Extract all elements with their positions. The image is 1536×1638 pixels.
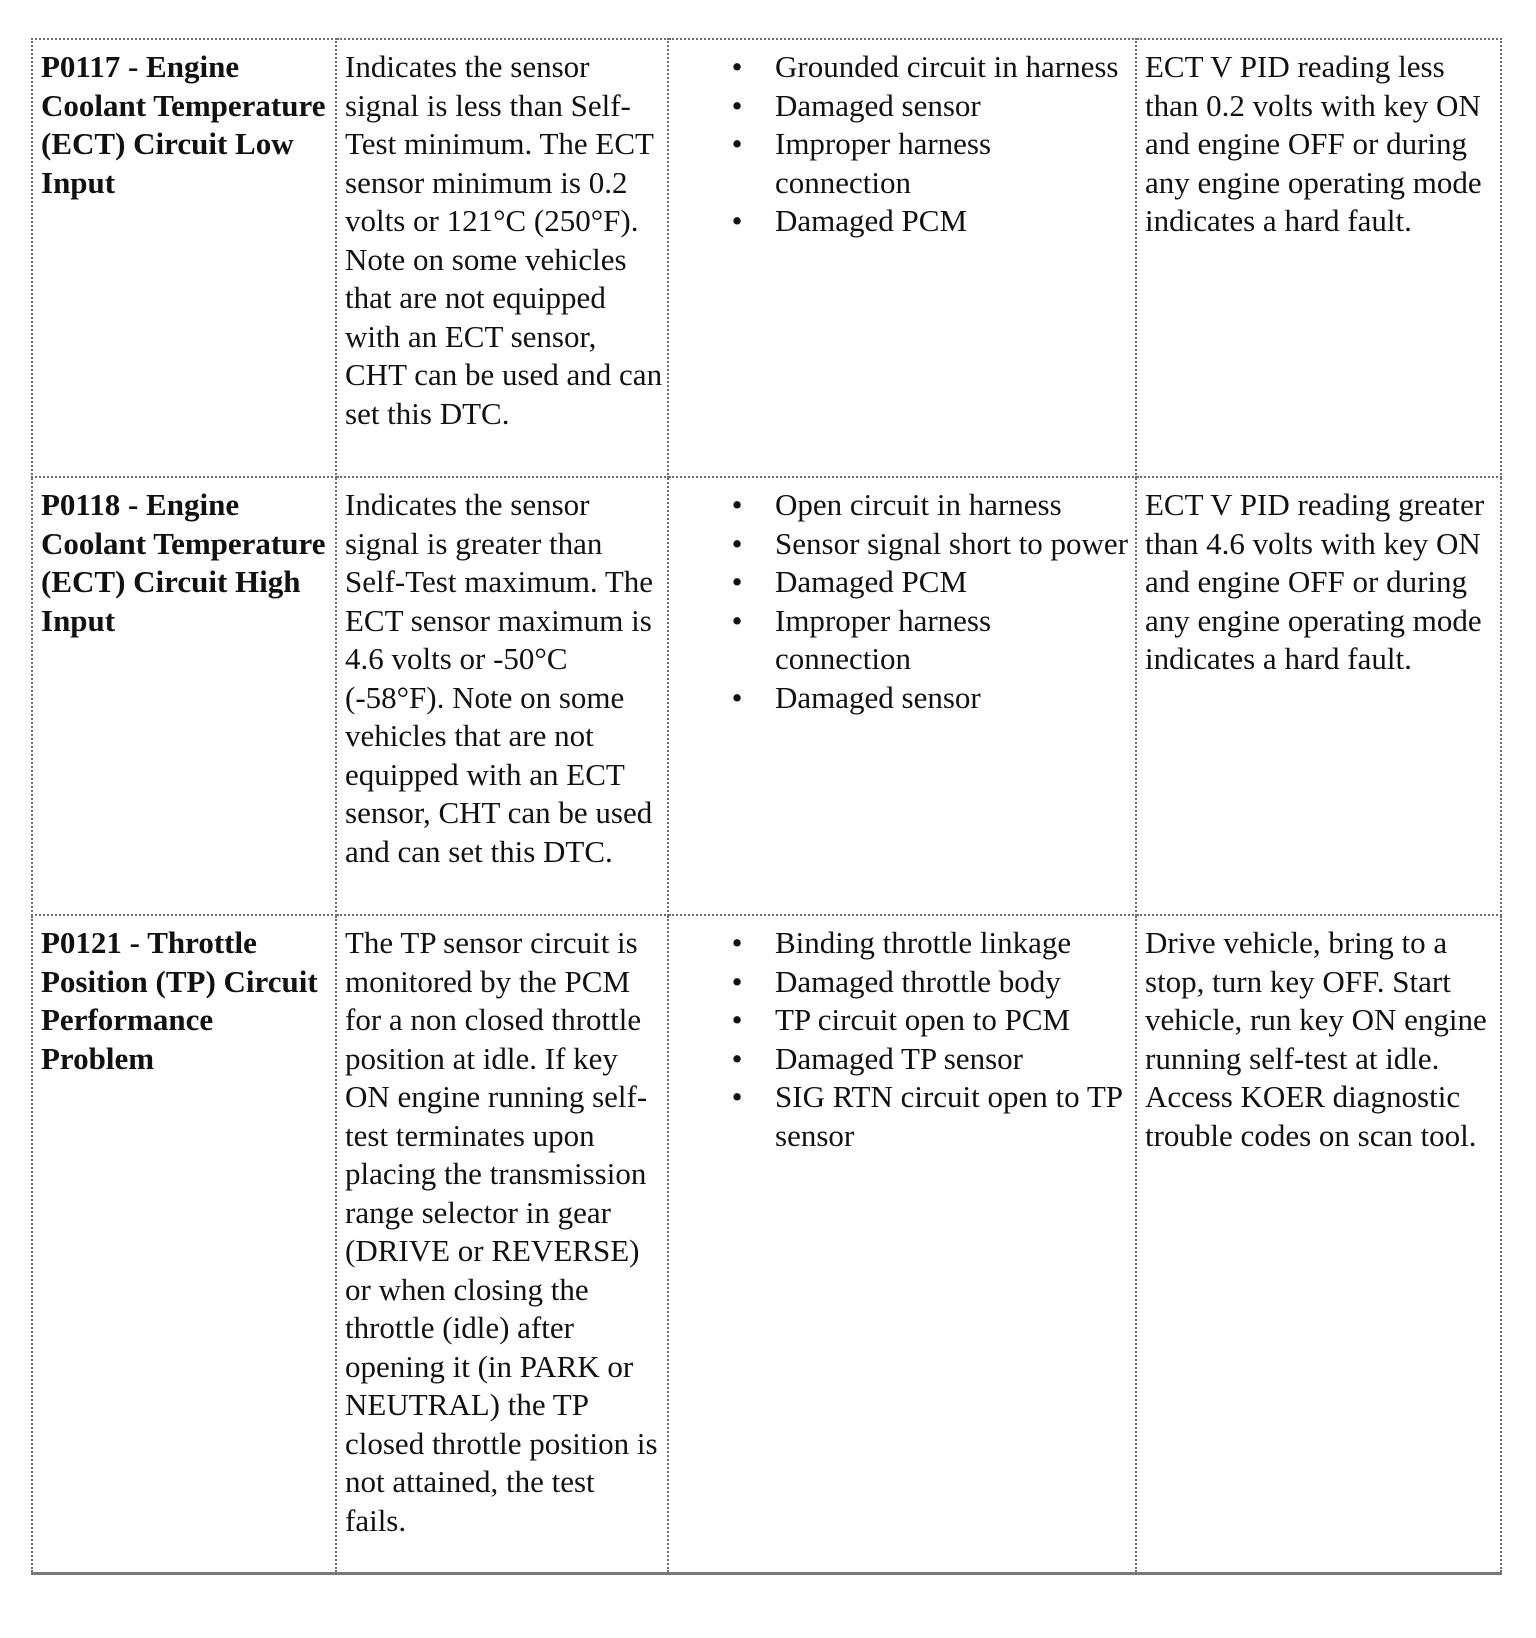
bullet-icon: • [731, 1079, 743, 1114]
dtc-code-cell: P0118 - Engine Coolant Temperature (ECT) Circuit High Input [32, 477, 336, 915]
cause-text: Damaged PCM [775, 564, 968, 599]
bullet-icon: • [731, 1040, 743, 1076]
bullet-icon: • [731, 925, 743, 960]
cause-text: Damaged sensor [775, 87, 981, 123]
cause-text: Grounded circuit in harness [775, 49, 1119, 84]
list-item [677, 1001, 1131, 1040]
bullet-icon: • [731, 564, 743, 599]
cause-text: SIG RTN circuit open to TP sensor [775, 1079, 1122, 1153]
list-item [677, 525, 1131, 564]
cause-text: Damaged sensor [775, 679, 981, 715]
dtc-code-cell: P0117 - Engine Coolant Temperature (ECT) Circuit Low Input [32, 39, 336, 477]
table-row [32, 39, 1501, 477]
possible-causes-cell [668, 477, 1136, 915]
list-item [677, 1040, 1131, 1079]
cause-text: Improper harness connection [775, 602, 992, 676]
cause-text: TP circuit open to PCM [775, 1002, 1071, 1037]
cause-text: Open circuit in harness [775, 487, 1062, 522]
bullet-icon: • [731, 126, 743, 161]
cause-text: Damaged throttle body [775, 963, 1061, 999]
cause-text: Improper harness connection [775, 126, 992, 200]
list-item [677, 924, 1131, 963]
bullet-icon: • [731, 963, 743, 999]
dtc-table [31, 38, 1502, 1575]
cause-text: Damaged PCM [775, 203, 968, 238]
bullet-icon: • [731, 602, 743, 638]
diagnostic-aid-cell: ECT V PID reading greater than 4.6 volts with key ON and engine OFF or during any engine operating mode indicates a hard fault. [1136, 477, 1501, 915]
causes-list [677, 924, 1131, 1155]
possible-causes-cell [668, 915, 1136, 1574]
bullet-icon: • [731, 487, 743, 522]
list-item [677, 563, 1131, 602]
list-item [677, 679, 1131, 718]
list-item [677, 87, 1131, 126]
description-cell: The TP sensor circuit is monitored by the PCM for a non closed throttle position at idle. If key ON engine running self-test terminates upon placing the transmission range selector in gear (DRIVE or REVERSE) or when closing the throttle (idle) after opening it (in PARK or NEUTRAL) the TP closed throttle position is not attained, the test fails. [336, 915, 668, 1574]
causes-list [677, 486, 1131, 717]
diagnostic-aid-cell: ECT V PID reading less than 0.2 volts with key ON and engine OFF or during any engine operating mode indicates a hard fault. [1136, 39, 1501, 477]
list-item [677, 486, 1131, 525]
dtc-code-cell: P0121 - Throttle Position (TP) Circuit Performance Problem [32, 915, 336, 1574]
description-cell: Indicates the sensor signal is greater than Self-Test maximum. The ECT sensor maximum is 4.6 volts or -50°C (-58°F). Note on some vehicles that are not equipped with an ECT sensor, CHT can be used and can set this DTC. [336, 477, 668, 915]
bullet-icon: • [731, 679, 743, 715]
diagnostic-aid-cell: Drive vehicle, bring to a stop, turn key OFF. Start vehicle, run key ON engine running self-test at idle. Access KOER diagnostic trouble codes on scan tool. [1136, 915, 1501, 1574]
list-item [677, 1078, 1131, 1155]
table-row [32, 915, 1501, 1574]
cause-text: Damaged TP sensor [775, 1040, 1023, 1076]
bullet-icon: • [731, 49, 743, 84]
list-item [677, 602, 1131, 679]
description-cell: Indicates the sensor signal is less than Self-Test minimum. The ECT sensor minimum is 0.2 volts or 121°C (250°F). Note on some vehicles that are not equipped with an ECT sensor, CHT can be used and can set this DTC. [336, 39, 668, 477]
list-item [677, 202, 1131, 241]
bullet-icon: • [731, 1002, 743, 1037]
bullet-icon: • [731, 525, 743, 561]
list-item [677, 963, 1131, 1002]
bullet-icon: • [731, 203, 743, 238]
cause-text: Sensor signal short to power [775, 525, 1129, 561]
list-item [677, 48, 1131, 87]
bullet-icon: • [731, 87, 743, 123]
causes-list [677, 48, 1131, 241]
table-row [32, 477, 1501, 915]
list-item [677, 125, 1131, 202]
cause-text: Binding throttle linkage [775, 925, 1072, 960]
possible-causes-cell [668, 39, 1136, 477]
